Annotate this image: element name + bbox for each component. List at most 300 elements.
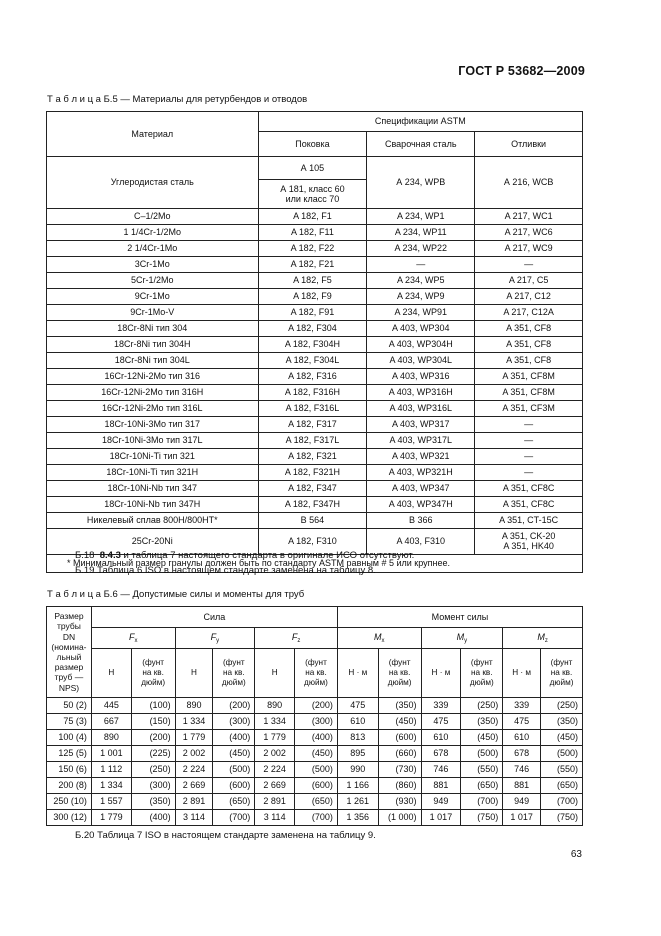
table-cell: A 217, C5 bbox=[475, 273, 583, 289]
paragraph-b20: Б.20 Таблица 7 ISO в настоящем стандарте заменена на таблицу 9. bbox=[75, 830, 376, 841]
paragraph-b18 bbox=[75, 550, 414, 561]
table-cell: A 182, F22 bbox=[258, 241, 367, 257]
unit-pound-line: на кв. bbox=[550, 668, 573, 678]
table-cell: (350) bbox=[378, 698, 421, 714]
table-cell: (250) bbox=[541, 698, 583, 714]
table-cell: 1 779 bbox=[91, 810, 131, 826]
table-cell: 5Cr-1/2Mo bbox=[47, 273, 259, 289]
table-row bbox=[47, 746, 583, 762]
carbon-forging-2a: А 181, класс 60 bbox=[280, 183, 345, 194]
table-cell: 2 669 bbox=[255, 778, 295, 794]
unit-pound-line: дюйм) bbox=[469, 677, 494, 687]
table-cell: A 182, F304 bbox=[258, 321, 367, 337]
table-cell: (550) bbox=[461, 762, 503, 778]
axis-symbol: F bbox=[291, 631, 298, 642]
carbon-forging-2b: или класс 70 bbox=[285, 194, 340, 204]
table-cell: (300) bbox=[213, 714, 255, 730]
standard-number: ГОСТ Р 53682—2009 bbox=[458, 64, 585, 78]
table-cell: A 182, F321 bbox=[258, 449, 367, 465]
table-cell: (450) bbox=[541, 730, 583, 746]
axis-subscript: y bbox=[216, 637, 220, 644]
table-cell: 610 bbox=[503, 730, 541, 746]
table-cell: A 182, F304L bbox=[258, 353, 367, 369]
table-row bbox=[47, 762, 583, 778]
table-row bbox=[47, 497, 583, 513]
table-cell: 1 334 bbox=[91, 778, 131, 794]
table-row bbox=[47, 778, 583, 794]
size-header bbox=[47, 607, 92, 698]
table-cell: (350) bbox=[541, 714, 583, 730]
table-cell: 881 bbox=[503, 778, 541, 794]
table-cell: 100 (4) bbox=[47, 730, 92, 746]
table-cell: 890 bbox=[175, 698, 213, 714]
table-cell: A 351, CF8C bbox=[475, 497, 583, 513]
unit-pound-line: дюйм) bbox=[141, 677, 166, 687]
table-cell: 18Cr-10Ni-Nb тип 347H bbox=[47, 497, 259, 513]
table-cell: A 182, F1 bbox=[258, 209, 367, 225]
table-cell: 1 1/4Cr-1/2Mo bbox=[47, 225, 259, 241]
table-cell: A 403, WP316H bbox=[367, 385, 475, 401]
table-cell: A 182, F5 bbox=[258, 273, 367, 289]
table-cell: 125 (5) bbox=[47, 746, 92, 762]
unit-pound-line: дюйм) bbox=[304, 677, 328, 687]
page-number: 63 bbox=[570, 849, 582, 860]
col-forgings-header: Поковка bbox=[258, 132, 367, 157]
table-row bbox=[47, 401, 583, 417]
table-cell: 1 779 bbox=[255, 730, 295, 746]
table-cell: (400) bbox=[295, 730, 338, 746]
table-cell: A 351, CF8M bbox=[475, 369, 583, 385]
table-row bbox=[47, 337, 583, 353]
table-cell: 678 bbox=[421, 746, 461, 762]
size-header-line: DN bbox=[62, 631, 76, 642]
table-cell: Никелевый сплав 800H/800HT* bbox=[47, 513, 259, 529]
table-cell: A 403, WP304L bbox=[367, 353, 475, 369]
unit-newton: Н bbox=[255, 649, 295, 698]
table-row bbox=[47, 257, 583, 273]
unit-pound-line: (фунт bbox=[222, 658, 245, 668]
table-cell: (1 000) bbox=[378, 810, 421, 826]
table-cell: A 182, F310 bbox=[258, 529, 367, 555]
table-cell: A 403, WP347H bbox=[367, 497, 475, 513]
table-row bbox=[47, 794, 583, 810]
unit-newton: Н bbox=[91, 649, 131, 698]
table-cell: (730) bbox=[378, 762, 421, 778]
axis-subscript: y bbox=[464, 637, 468, 644]
table-cell: 2 891 bbox=[255, 794, 295, 810]
table-cell: A 403, WP304H bbox=[367, 337, 475, 353]
table-cell: (700) bbox=[295, 810, 338, 826]
table-row bbox=[47, 714, 583, 730]
axis-symbol: M bbox=[537, 631, 545, 642]
table-cell: 16Cr-12Ni-2Mo тип 316L bbox=[47, 401, 259, 417]
table-cell: 1 356 bbox=[337, 810, 378, 826]
table-cell: (450) bbox=[378, 714, 421, 730]
col-castings-header: Отливки bbox=[475, 132, 583, 157]
table-cell: (660) bbox=[378, 746, 421, 762]
table-cell: A 182, F347 bbox=[258, 481, 367, 497]
carbon-forging-1: А 105 bbox=[258, 157, 367, 180]
table-cell: (750) bbox=[541, 810, 583, 826]
table-cell: 475 bbox=[503, 714, 541, 730]
table-cell: A 351, CF8 bbox=[475, 321, 583, 337]
table-cell: A 234, WP9 bbox=[367, 289, 475, 305]
table-row bbox=[47, 481, 583, 497]
table-cell: 2 224 bbox=[255, 762, 295, 778]
table-cell: 2 224 bbox=[175, 762, 213, 778]
table-cell: B 366 bbox=[367, 513, 475, 529]
table-cell: 895 bbox=[337, 746, 378, 762]
table-cell: A 403, WP316L bbox=[367, 401, 475, 417]
table-cell: A 182, F11 bbox=[258, 225, 367, 241]
table-cell: A 403, WP317L bbox=[367, 433, 475, 449]
table-cell: (200) bbox=[213, 698, 255, 714]
table-cell: 678 bbox=[503, 746, 541, 762]
unit-pound-line: (фунт bbox=[388, 658, 411, 668]
table-cell: A 351, CF3M bbox=[475, 401, 583, 417]
table-cell: A 403, F310 bbox=[367, 529, 475, 555]
table-cell: A 234, WP11 bbox=[367, 225, 475, 241]
table-cell: (600) bbox=[295, 778, 338, 794]
table-cell: — bbox=[475, 257, 583, 273]
unit-pound bbox=[541, 649, 583, 698]
carbon-forging-2 bbox=[258, 180, 367, 209]
table-row bbox=[47, 417, 583, 433]
table-b6-body bbox=[47, 698, 583, 826]
table-cell: A 182, F9 bbox=[258, 289, 367, 305]
col-material-header: Материал bbox=[47, 112, 259, 157]
table-cell: (450) bbox=[213, 746, 255, 762]
table-row bbox=[47, 305, 583, 321]
table-cell: 339 bbox=[503, 698, 541, 714]
axis-symbol: F bbox=[210, 631, 217, 642]
axis-fz-header bbox=[255, 628, 338, 649]
table-row bbox=[47, 385, 583, 401]
size-header-line: трубы bbox=[57, 621, 81, 632]
table-b5-body bbox=[47, 209, 583, 529]
table-cell: A 182, F304H bbox=[258, 337, 367, 353]
table-cell: (650) bbox=[295, 794, 338, 810]
table-row bbox=[47, 225, 583, 241]
axis-mx-header bbox=[337, 628, 421, 649]
table-row bbox=[47, 369, 583, 385]
table-cell: 881 bbox=[421, 778, 461, 794]
table-cell: 18Cr-10Ni-Ti тип 321 bbox=[47, 449, 259, 465]
table-cell: 16Cr-12Ni-2Mo тип 316H bbox=[47, 385, 259, 401]
carbon-welded: А 234, WPB bbox=[367, 157, 475, 209]
cell-line: A 351, HK40 bbox=[503, 541, 554, 552]
table-cell: (350) bbox=[131, 794, 175, 810]
table-cell: (700) bbox=[461, 794, 503, 810]
axis-subscript: x bbox=[134, 637, 138, 644]
table-cell: 1 334 bbox=[255, 714, 295, 730]
table-cell: C–1/2Mo bbox=[47, 209, 259, 225]
table-cell: A 234, WP5 bbox=[367, 273, 475, 289]
table-cell: 16Cr-12Ni-2Mo тип 316 bbox=[47, 369, 259, 385]
table-cell: 1 557 bbox=[91, 794, 131, 810]
table-cell: — bbox=[475, 417, 583, 433]
unit-pound-line: дюйм) bbox=[387, 677, 412, 687]
table-cell: A 403, WP304 bbox=[367, 321, 475, 337]
table-b6 bbox=[46, 606, 583, 826]
table-cell: — bbox=[475, 433, 583, 449]
table-cell: 2 002 bbox=[175, 746, 213, 762]
size-header-line: Размер bbox=[54, 611, 84, 622]
table-cell: A 182, F321H bbox=[258, 465, 367, 481]
axis-fy-header bbox=[175, 628, 255, 649]
table-cell: 746 bbox=[503, 762, 541, 778]
table-cell: 9Cr-1Mo-V bbox=[47, 305, 259, 321]
table-cell: 18Cr-8Ni тип 304H bbox=[47, 337, 259, 353]
table-cell: 1 112 bbox=[91, 762, 131, 778]
table-cell: (100) bbox=[131, 698, 175, 714]
table-cell: A 217, WC9 bbox=[475, 241, 583, 257]
table-cell: (350) bbox=[461, 714, 503, 730]
table-cell: (860) bbox=[378, 778, 421, 794]
unit-pound-line: дюйм) bbox=[221, 677, 246, 687]
table-cell: (225) bbox=[131, 746, 175, 762]
table-cell: 949 bbox=[503, 794, 541, 810]
table-cell: (200) bbox=[131, 730, 175, 746]
table-row bbox=[47, 730, 583, 746]
table-cell: 1 017 bbox=[421, 810, 461, 826]
table-cell: A 182, F21 bbox=[258, 257, 367, 273]
table-cell: (450) bbox=[461, 730, 503, 746]
table-row bbox=[47, 449, 583, 465]
table-cell: 475 bbox=[421, 714, 461, 730]
size-header-line: (номина- bbox=[51, 641, 87, 652]
unit-pound-line: на кв. bbox=[388, 668, 411, 678]
table-cell: A 351, CF8C bbox=[475, 481, 583, 497]
table-cell: 1 779 bbox=[175, 730, 213, 746]
table-row bbox=[47, 209, 583, 225]
table-cell: — bbox=[367, 257, 475, 273]
size-header-line: труб — bbox=[54, 672, 84, 683]
unit-pound-line: дюйм) bbox=[549, 677, 574, 687]
table-cell: (650) bbox=[541, 778, 583, 794]
table-cell: 18Cr-10Ni-Nb тип 347 bbox=[47, 481, 259, 497]
table-cell: 150 (6) bbox=[47, 762, 92, 778]
table-cell: A 217, C12A bbox=[475, 305, 583, 321]
table-cell: 3 114 bbox=[255, 810, 295, 826]
axis-symbol: M bbox=[456, 631, 465, 642]
table-b6-caption: Т а б л и ц а Б.6 — Допустимые силы и моменты для труб bbox=[47, 589, 305, 600]
axis-row bbox=[47, 628, 583, 649]
unit-pound-line: (фунт bbox=[142, 658, 165, 668]
axis-fx-header bbox=[91, 628, 175, 649]
table-cell: (600) bbox=[213, 778, 255, 794]
table-cell: A 403, WP321 bbox=[367, 449, 475, 465]
table-row bbox=[47, 289, 583, 305]
unit-pound-line: (фунт bbox=[550, 658, 573, 668]
unit-pound bbox=[461, 649, 503, 698]
unit-newton: Н bbox=[175, 649, 213, 698]
table-cell: 890 bbox=[255, 698, 295, 714]
table-cell: (700) bbox=[541, 794, 583, 810]
table-cell: (500) bbox=[213, 762, 255, 778]
table-cell: A 234, WP91 bbox=[367, 305, 475, 321]
unit-pound-line: (фунт bbox=[305, 658, 327, 668]
table-cell: A 403, WP317 bbox=[367, 417, 475, 433]
table-cell: A 234, WP22 bbox=[367, 241, 475, 257]
table-cell: (650) bbox=[461, 778, 503, 794]
table-row bbox=[47, 465, 583, 481]
table-cell: A 351, CF8 bbox=[475, 337, 583, 353]
table-b5-footnote: * Минимальный размер гранулы должен быть по стандарту ASTM равным # 5 или крупнее. bbox=[47, 554, 583, 572]
table-cell: A 182, F316H bbox=[258, 385, 367, 401]
table-cell: 475 bbox=[337, 698, 378, 714]
table-cell: 75 (3) bbox=[47, 714, 92, 730]
size-header-line: NPS) bbox=[58, 682, 80, 693]
table-cell: A 182, F317L bbox=[258, 433, 367, 449]
table-cell: (200) bbox=[295, 698, 338, 714]
table-cell: 18Cr-8Ni тип 304L bbox=[47, 353, 259, 369]
table-cell: 746 bbox=[421, 762, 461, 778]
unit-newton-meter: Н · м bbox=[421, 649, 461, 698]
table-cell: (400) bbox=[131, 810, 175, 826]
axis-subscript: x bbox=[381, 637, 385, 644]
table-cell: A 182, F316L bbox=[258, 401, 367, 417]
table-row bbox=[47, 353, 583, 369]
table-cell: A 182, F317 bbox=[258, 417, 367, 433]
table-cell: A 234, WP1 bbox=[367, 209, 475, 225]
table-row bbox=[47, 321, 583, 337]
table-cell: 18Cr-10Ni-3Mo тип 317 bbox=[47, 417, 259, 433]
table-cell: 445 bbox=[91, 698, 131, 714]
table-cell: A 351, CF8M bbox=[475, 385, 583, 401]
table-cell: A 182, F91 bbox=[258, 305, 367, 321]
table-cell: 50 (2) bbox=[47, 698, 92, 714]
b18-number: Б.18 bbox=[75, 550, 95, 561]
table-cell: 2 669 bbox=[175, 778, 213, 794]
carbon-casting: А 216, WCB bbox=[475, 157, 583, 209]
table-cell: (500) bbox=[541, 746, 583, 762]
table-cell: (750) bbox=[461, 810, 503, 826]
axis-symbol: M bbox=[373, 631, 382, 642]
table-row bbox=[47, 241, 583, 257]
carbon-material: Углеродистая сталь bbox=[47, 157, 259, 209]
table-cell: A 403, WP316 bbox=[367, 369, 475, 385]
table-cell: (250) bbox=[131, 762, 175, 778]
unit-pound bbox=[131, 649, 175, 698]
table-cell: (250) bbox=[461, 698, 503, 714]
table-cell: 2 002 bbox=[255, 746, 295, 762]
col-welded-header: Сварочная сталь bbox=[367, 132, 475, 157]
unit-pound bbox=[295, 649, 338, 698]
table-cell: — bbox=[475, 449, 583, 465]
table-cell: 1 166 bbox=[337, 778, 378, 794]
table-cell: 3 114 bbox=[175, 810, 213, 826]
table-cell: (550) bbox=[541, 762, 583, 778]
table-cell: 25Cr-20Ni bbox=[47, 529, 259, 555]
table-cell: 813 bbox=[337, 730, 378, 746]
table-cell: A 182, F347H bbox=[258, 497, 367, 513]
table-b5-caption: Т а б л и ц а Б.5 — Материалы для ретурбендов и отводов bbox=[47, 94, 308, 105]
table-cell: 250 (10) bbox=[47, 794, 92, 810]
table-row bbox=[47, 810, 583, 826]
force-header: Сила bbox=[91, 607, 337, 628]
table-cell: 990 bbox=[337, 762, 378, 778]
table-cell: (650) bbox=[213, 794, 255, 810]
axis-my-header bbox=[421, 628, 503, 649]
unit-pound-line: на кв. bbox=[142, 668, 164, 678]
unit-pound bbox=[213, 649, 255, 698]
axis-subscript: z bbox=[297, 637, 301, 644]
table-cell: A 351, CT-15C bbox=[475, 513, 583, 529]
unit-pound-line: на кв. bbox=[305, 668, 327, 678]
unit-pound-line: на кв. bbox=[223, 668, 245, 678]
table-cell: 1 017 bbox=[503, 810, 541, 826]
table-cell: (150) bbox=[131, 714, 175, 730]
unit-newton-meter: Н · м bbox=[337, 649, 378, 698]
table-cell bbox=[475, 529, 583, 555]
col-astm-header: Спецификации ASTM bbox=[258, 112, 582, 132]
table-cell: 18Cr-10Ni-Ti тип 321H bbox=[47, 465, 259, 481]
table-cell: 2 891 bbox=[175, 794, 213, 810]
unit-pound-line: на кв. bbox=[470, 668, 493, 678]
table-cell: (930) bbox=[378, 794, 421, 810]
table-row bbox=[47, 698, 583, 714]
table-cell: 9Cr-1Mo bbox=[47, 289, 259, 305]
moment-header: Момент силы bbox=[337, 607, 582, 628]
table-cell: B 564 bbox=[258, 513, 367, 529]
table-cell: 890 bbox=[91, 730, 131, 746]
table-cell: A 403, WP321H bbox=[367, 465, 475, 481]
table-cell: 949 bbox=[421, 794, 461, 810]
table-cell: (450) bbox=[295, 746, 338, 762]
table-cell: A 217, WC1 bbox=[475, 209, 583, 225]
table-cell: 1 334 bbox=[175, 714, 213, 730]
table-cell: A 217, C12 bbox=[475, 289, 583, 305]
unit-newton-meter: Н · м bbox=[503, 649, 541, 698]
b18-reference: 8.4.3 bbox=[99, 550, 121, 561]
table-cell: A 403, WP347 bbox=[367, 481, 475, 497]
table-cell: (300) bbox=[295, 714, 338, 730]
table-cell: 18Cr-10Ni-3Mo тип 317L bbox=[47, 433, 259, 449]
unit-row bbox=[47, 649, 583, 698]
paragraph-b19: Б.19 Таблица 6 ISO в настоящем стандарте заменена на таблицу 8. bbox=[75, 565, 376, 576]
size-header-line: льный bbox=[56, 652, 82, 662]
table-cell: A 182, F316 bbox=[258, 369, 367, 385]
table-cell: 300 (12) bbox=[47, 810, 92, 826]
table-cell: A 351, CF8 bbox=[475, 353, 583, 369]
table-cell: 610 bbox=[337, 714, 378, 730]
table-row bbox=[47, 273, 583, 289]
size-header-line: размер bbox=[54, 662, 84, 673]
b18-text: и таблица 7 настоящего стандарта в оригинале ИСО отсутствуют. bbox=[120, 550, 415, 561]
table-cell: A 217, WC6 bbox=[475, 225, 583, 241]
table-cell: 610 bbox=[421, 730, 461, 746]
unit-pound bbox=[378, 649, 421, 698]
table-cell: 1 001 bbox=[91, 746, 131, 762]
table-cell: (600) bbox=[378, 730, 421, 746]
table-cell: 667 bbox=[91, 714, 131, 730]
table-cell: 200 (8) bbox=[47, 778, 92, 794]
table-cell: 18Cr-8Ni тип 304 bbox=[47, 321, 259, 337]
unit-pound-line: (фунт bbox=[470, 658, 493, 668]
table-row bbox=[47, 433, 583, 449]
table-b5 bbox=[46, 111, 583, 573]
table-cell: 2 1/4Cr-1Mo bbox=[47, 241, 259, 257]
cell-line: A 351, CK-20 bbox=[501, 531, 556, 541]
table-cell: (700) bbox=[213, 810, 255, 826]
table-cell: (300) bbox=[131, 778, 175, 794]
axis-mz-header bbox=[503, 628, 583, 649]
table-cell: (500) bbox=[295, 762, 338, 778]
table-cell: (400) bbox=[213, 730, 255, 746]
axis-subscript: z bbox=[544, 637, 548, 644]
axis-symbol: F bbox=[129, 631, 135, 642]
